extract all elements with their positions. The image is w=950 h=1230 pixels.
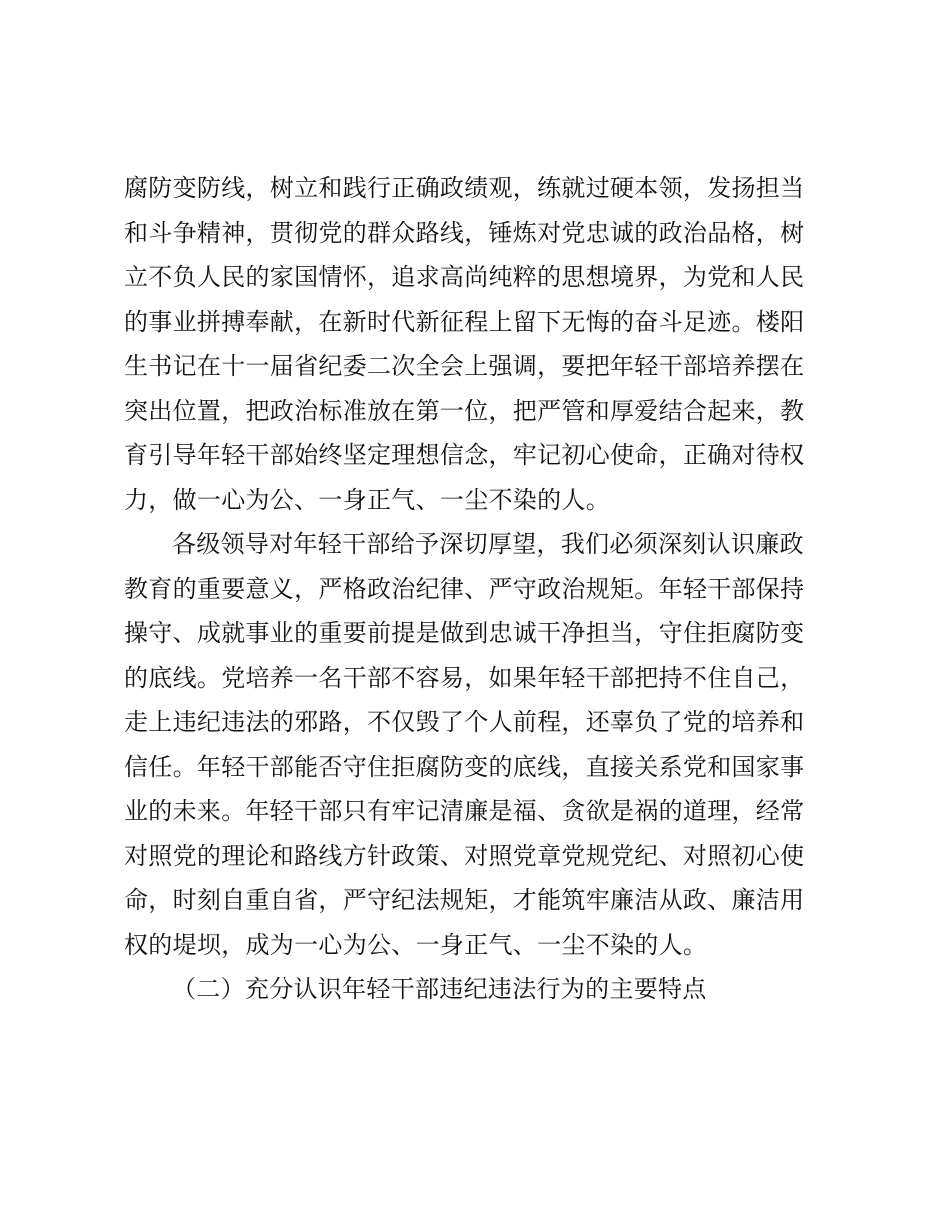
text-line: 各级领导对年轻干部给予深切厚望，我们必须深刻认识廉政 [172,530,804,558]
text-line: 立不负人民的家国情怀，追求高尚纯粹的思想境界，为党和人民 [124,263,805,291]
text-line: 生书记在十一届省纪委二次全会上强调，要把年轻干部培养摆在 [124,352,805,380]
text-line: 业的未来。年轻干部只有牢记清廉是福、贪欲是祸的道理，经常 [124,797,805,825]
text-line: 权的堤坝，成为一心为公、一身正气、一尘不染的人。 [124,930,708,959]
text-line: 走上违纪违法的邪路，不仅毁了个人前程，还辜负了党的培养和 [124,708,805,736]
section-heading [124,967,824,1012]
text-line: 育引导年轻干部始终坚定理想信念，牢记初心使命，正确对待权 [124,441,805,469]
text-line: 力，做一心为公、一身正气、一尘不染的人。 [124,485,610,514]
text-line: 信任。年轻干部能否守住拒腐防变的底线，直接关系党和国家事 [124,752,805,781]
text-line: 的事业拼搏奉献，在新时代新征程上留下无悔的奋斗足迹。楼阳 [124,307,805,336]
heading-text: （二）充分认识年轻干部违纪违法行为的主要特点 [172,975,707,1003]
text-line: 教育的重要意义，严格政治纪律、严守政治规矩。年轻干部保持 [124,574,805,603]
text-line: 和斗争精神，贯彻党的群众路线，锤炼对党忠诚的政治品格，树 [124,218,805,247]
paragraph [124,522,824,967]
paragraph [124,166,824,522]
text-line: 命，时刻自重自省，严守纪法规矩，才能筑牢廉洁从政、廉洁用 [124,886,805,914]
text-line: 腐防变防线，树立和践行正确政绩观，练就过硬本领，发扬担当 [124,174,805,202]
document-body [124,166,824,1012]
text-line: 突出位置，把政治标准放在第一位，把严管和厚爱结合起来，教 [124,396,805,425]
text-line: 操守、成就事业的重要前提是做到忠诚干净担当，守住拒腐防变 [124,619,805,647]
text-line: 的底线。党培养一名干部不容易，如果年轻干部把持不住自己， [124,663,805,692]
text-line: 对照党的理论和路线方针政策、对照党章党规党纪、对照初心使 [124,841,805,870]
